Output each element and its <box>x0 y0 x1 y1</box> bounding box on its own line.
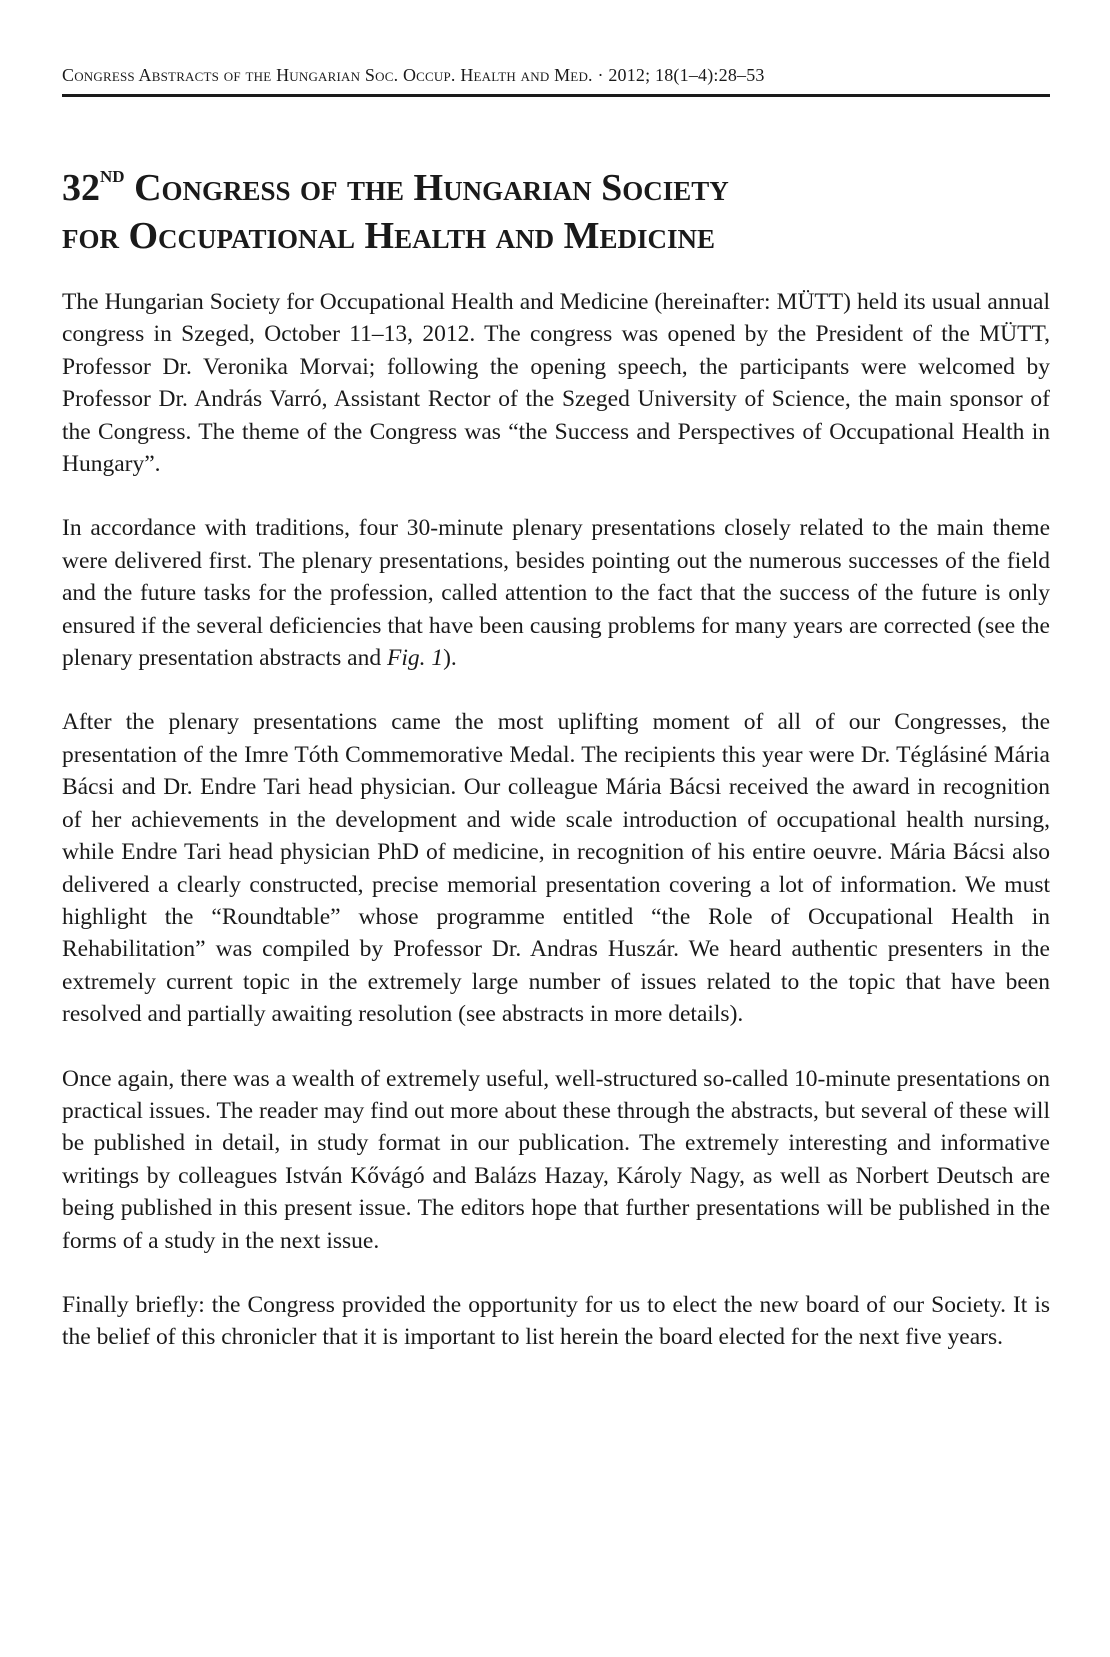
article-body <box>62 286 1050 1354</box>
header-rule <box>62 94 1050 97</box>
title-line-1 <box>62 153 1050 212</box>
article-title <box>62 153 1050 260</box>
figure-reference-closing: ). <box>443 645 457 672</box>
paragraph-1: The Hungarian Society for Occupational Health and Medicine (hereinafter: MÜTT) held its usual annual congress in Szeged, October 11–13, 2012. The congress was opened by the President of the MÜTT, Professor Dr. Veronika Morvai; following the opening speech, the participants were welcomed by Professor Dr. András Varró, Assistant Rector of the Szeged University of Science, the main sponsor of the Congress. The theme of the Congress was “the Success and Perspectives of Occupational Health in Hungary”. <box>62 289 1050 478</box>
title-line-1-text: Congress of the Hungarian Society <box>134 167 729 209</box>
figure-reference: Fig. 1 <box>386 645 444 672</box>
title-ordinal-suffix: ND <box>100 167 125 186</box>
paragraph-2-text: In accordance with traditions, four 30-minute plenary presentations closely related to the main theme were delivered first. The plenary presentations, besides pointing out the numerous successes of the field and the future tasks for the profession, called attention to the fact that the success of the future is only ensured if the several deficiencies that have been causing problems for many years are corrected (see the plenary presentation abstracts and <box>62 515 1050 672</box>
title-line-2: for Occupational Health and Medicine <box>62 215 716 257</box>
paragraph-2 <box>62 512 1050 674</box>
title-ordinal: 32 <box>62 167 100 209</box>
paragraph-3: After the plenary presentations came the most uplifting moment of all of our Congresses, the presentation of the Imre Tóth Commemorative Medal. The recipients this year were Dr. Téglásiné Mária Bácsi and Dr. Endre Tari head physician. Our colleague Mária Bácsi received the award in recognition of her achievements in the development and wide scale introduction of occupational health nursing, while Endre Tari head physician PhD of medicine, in recognition of his entire oeuvre. Mária Bácsi also delivered a clearly constructed, precise memorial presentation covering a lot of information. We must highlight the “Roundtable” whose programme entitled “the Role of Occupational Health in Rehabilitation” was compiled by Professor Dr. Andras Huszár. We heard authentic presenters in the extremely current topic in the extremely large number of issues related to the topic that have been resolved and partially awaiting resolution (see abstracts in more details). <box>62 709 1050 1028</box>
paragraph-4: Once again, there was a wealth of extremely useful, well-structured so-called 10-minute presentations on practical issues. The reader may find out more about these through the abstracts, but several of these will be published in detail, in study format in our publication. The extremely interesting and informative writings by colleagues István Kővágó and Balázs Hazay, Károly Nagy, as well as Norbert Deutsch are being published in this present issue. The editors hope that further presentations will be published in the forms of a study in the next issue. <box>62 1065 1050 1254</box>
paragraph-5: Finally briefly: the Congress provided the opportunity for us to elect the new board of our Society. It is the belief of this chronicler that it is important to list herein the board elected for the next five years. <box>62 1291 1050 1351</box>
running-head: Congress Abstracts of the Hungarian Soc. Occup. Health and Med. · 2012; 18(1–4):28–53 <box>62 65 765 85</box>
